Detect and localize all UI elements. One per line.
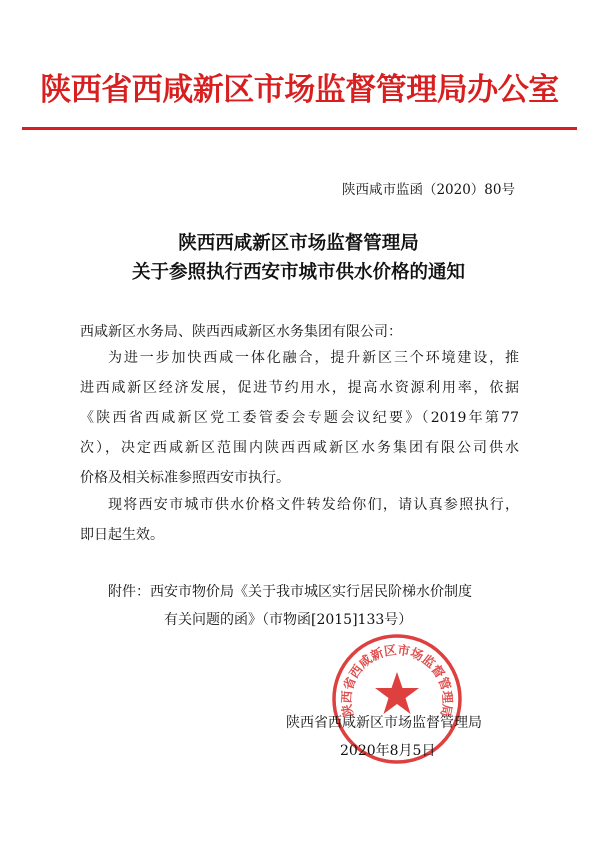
seal-text: 陕西省西咸新区市场监督管理局 [338, 642, 456, 719]
paragraph-1-line-5: 价格及相关标准参照西安市执行。 [80, 470, 290, 486]
notice-title-line-2: 关于参照执行西安市城市供水价格的通知 [131, 262, 465, 283]
paragraph-2-line-1: 现将西安市城市供水价格文件转发给你们，请认真参照执行， [108, 497, 519, 513]
seal-star-icon [375, 672, 419, 714]
attachment-line-1: 附件：西安市物价局《关于我市城区实行居民阶梯水价制度 [108, 584, 472, 600]
header-red-rule [22, 127, 577, 130]
signature-organization: 陕西省西咸新区市场监督管理局 [286, 715, 482, 731]
notice-title-line-1: 陕西西咸新区市场监督管理局 [178, 233, 419, 254]
office-header-title: 陕西省西咸新区市场监督管理局办公室 [40, 72, 559, 108]
paragraph-1-line-3: 《陕西省西咸新区党工委管委会专题会议纪要》（2019年第77 [80, 410, 519, 426]
attachment-line-2: 有关问题的函》（市物函[2015]133号） [164, 612, 413, 628]
paragraph-1-line-2: 进西咸新区经济发展，促进节约用水，提高水资源利用率，依据 [80, 380, 519, 396]
paragraph-1-line-4: 次），决定西咸新区范围内陕西西咸新区水务集团有限公司供水 [80, 440, 519, 456]
document-number: 陕西咸市监函（2020）80号 [341, 182, 515, 198]
paragraph-2-line-2: 即日起生效。 [80, 527, 164, 543]
paragraph-1-line-1: 为进一步加快西咸一体化融合，提升新区三个环境建设，推 [108, 350, 519, 366]
salutation: 西咸新区水务局、陕西西咸新区水务集团有限公司： [80, 324, 402, 340]
signature-date: 2020年8月5日 [340, 743, 436, 759]
